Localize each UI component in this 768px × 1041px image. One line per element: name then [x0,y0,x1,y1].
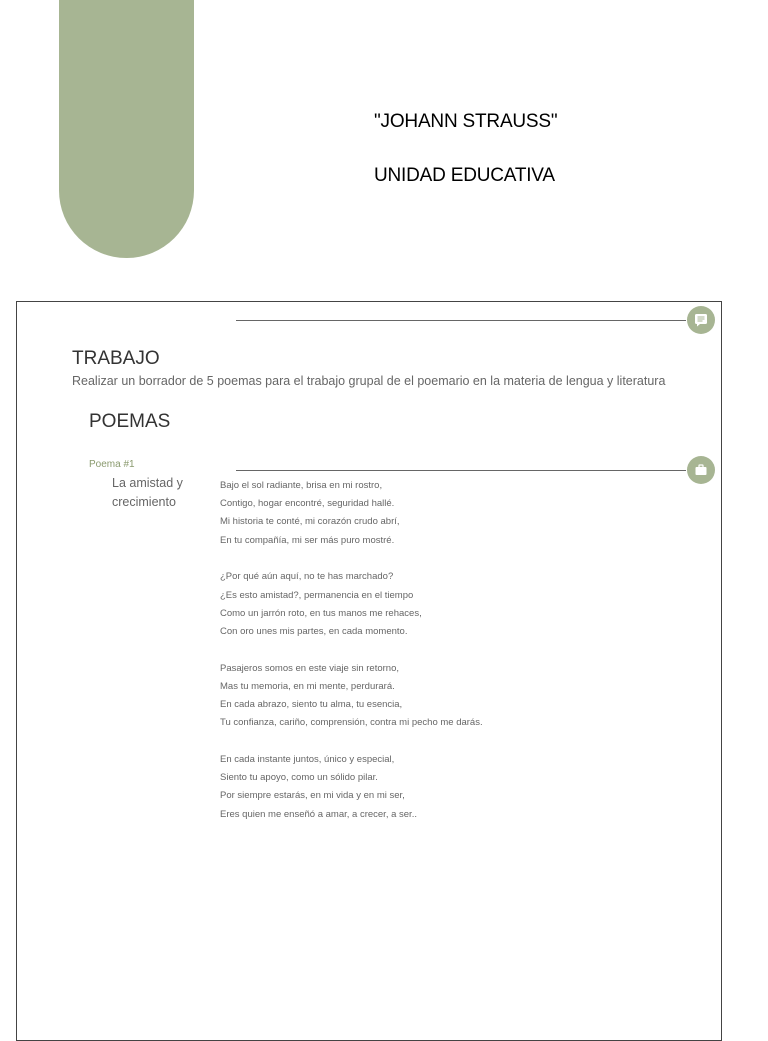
poem-verse: ¿Por qué aún aquí, no te has marchado? [220,571,394,583]
divider-line [236,470,686,471]
poem-verse: Por siempre estarás, en mi vida y en mi ser, [220,790,405,802]
section-description: Realizar un borrador de 5 poemas para el trabajo grupal de el poemario en la materia de lengua y literatura [72,374,666,388]
poem-tag: Poema #1 [89,459,135,470]
poem-verse: En cada abrazo, siento tu alma, tu esencia, [220,699,403,711]
content-frame [16,301,722,1041]
poem-stanza [220,568,660,641]
poem-verse: En tu compañía, mi ser más puro mostré. [220,534,395,546]
decorative-pill-shape [59,0,194,258]
divider-line [236,320,686,321]
poem-verse: Tu confianza, cariño, comprensión, contra mi pecho me darás. [220,717,483,729]
poem-verse: Eres quien me enseñó a amar, a crecer, a ser.. [220,808,417,820]
school-name: "JOHANN STRAUSS" [374,111,558,132]
poem-verse: Bajo el sol radiante, brisa en mi rostro, [220,480,383,491]
poem-stanza [220,751,660,824]
poem-verse: En cada instante juntos, único y especial, [220,753,395,765]
comment-icon [687,306,715,334]
school-type: UNIDAD EDUCATIVA [374,165,555,186]
briefcase-icon [687,456,715,484]
poem-verse: Contigo, hogar encontré, seguridad hallé. [220,498,395,510]
poems-heading: POEMAS [89,411,171,432]
poem-stanza [220,660,660,733]
poem-verse: Con oro unes mis partes, en cada momento. [220,625,408,637]
poem-verse: Mas tu memoria, en mi mente, perdurará. [220,680,395,692]
poem-verse: Mi historia te conté, mi corazón crudo abrí, [220,516,400,528]
poem-body [220,477,660,842]
poem-verse: ¿Es esto amistad?, permanencia en el tiempo [220,589,414,601]
section-title: TRABAJO [72,348,160,369]
poem-stanza [220,477,660,550]
poem-verse: Como un jarrón roto, en tus manos me rehaces, [220,607,422,619]
poem-title: La amistad y crecimiento [112,476,183,509]
poem-verse: Pasajeros somos en este viaje sin retorno, [220,662,400,674]
poem-verse: Siento tu apoyo, como un sólido pilar. [220,772,378,784]
